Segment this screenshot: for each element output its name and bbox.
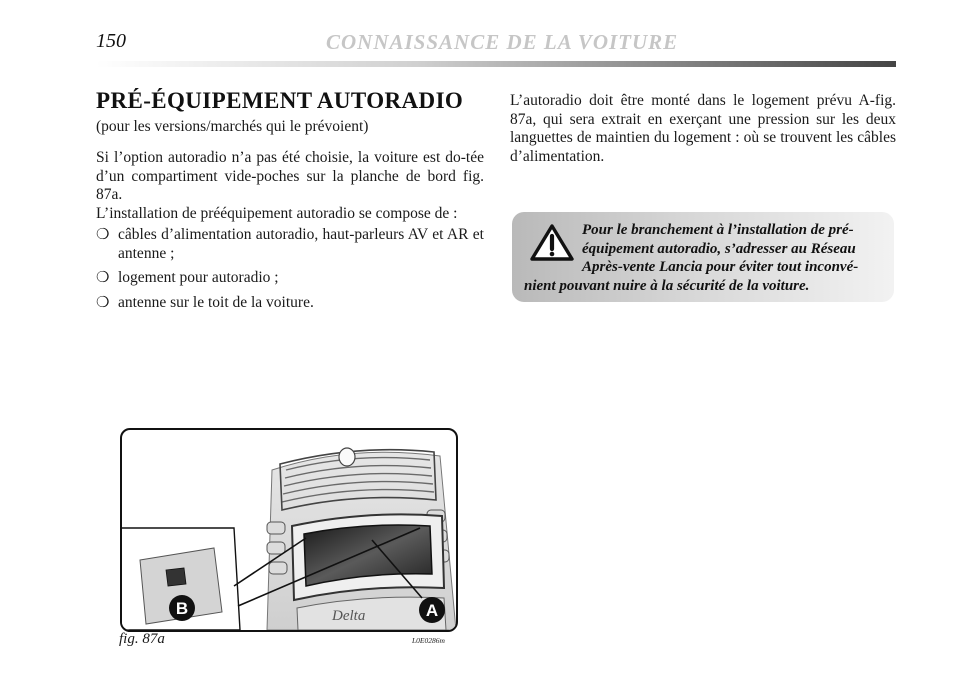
right-column xyxy=(510,92,896,166)
page-number: 150 xyxy=(96,30,126,52)
radio-compartment-illustration xyxy=(122,430,456,630)
component-list xyxy=(96,226,484,312)
warning-line: Après-vente Lancia pour éviter tout inconvé- xyxy=(582,259,859,275)
list-item xyxy=(96,294,484,313)
warning-box xyxy=(512,212,894,302)
dashboard-script: Delta xyxy=(332,608,366,624)
figure-87a xyxy=(120,428,458,632)
header-rule xyxy=(96,61,896,67)
bullet-circle-icon: ❍ xyxy=(96,294,110,311)
section-subheading: (pour les versions/marchés qui le prévoient) xyxy=(96,118,369,135)
figure-caption: fig. 87a xyxy=(119,631,165,647)
warning-text xyxy=(524,221,884,295)
label-a: A xyxy=(425,601,439,620)
mounting-paragraph: L’autoradio doit être monté dans le logement prévu A-fig. 87a, qui sera extrait en exerçant une pression sur les deux languettes de maintien du logement : où se trouvent les câbles d’alimentation. xyxy=(510,92,896,165)
figure-code: L0E0286m xyxy=(412,636,445,645)
section-heading: PRÉ-ÉQUIPEMENT AUTORADIO xyxy=(96,88,464,113)
label-b: B xyxy=(175,599,189,618)
running-title: CONNAISSANCE DE LA VOITURE xyxy=(326,30,679,54)
left-column xyxy=(96,88,484,318)
bullet-circle-icon: ❍ xyxy=(96,270,110,286)
list-item-text: logement pour autoradio ; xyxy=(118,269,279,286)
bullet-circle-icon: ❍ xyxy=(96,227,110,243)
list-item-text: câbles d’alimentation autoradio, haut-parleurs AV et AR et antenne ; xyxy=(118,226,484,262)
list-item xyxy=(96,269,484,288)
intro-paragraph: Si l’option autoradio n’a pas été choisie, la voiture est do-tée d’un compartiment vide-poches sur la planche de bord fig. 87a. xyxy=(96,149,484,203)
list-item xyxy=(96,226,484,263)
warning-line: nient pouvant nuire à la sécurité de la voiture. xyxy=(524,277,810,294)
components-paragraph: L’installation de prééquipement autoradio se compose de : xyxy=(96,204,458,222)
warning-line: Pour le branchement à l’installation de pré- xyxy=(582,222,854,238)
list-item-text: antenne sur le toit de la voiture. xyxy=(118,293,314,311)
warning-line: équipement autoradio, s’adresser au Réseau xyxy=(582,240,856,257)
